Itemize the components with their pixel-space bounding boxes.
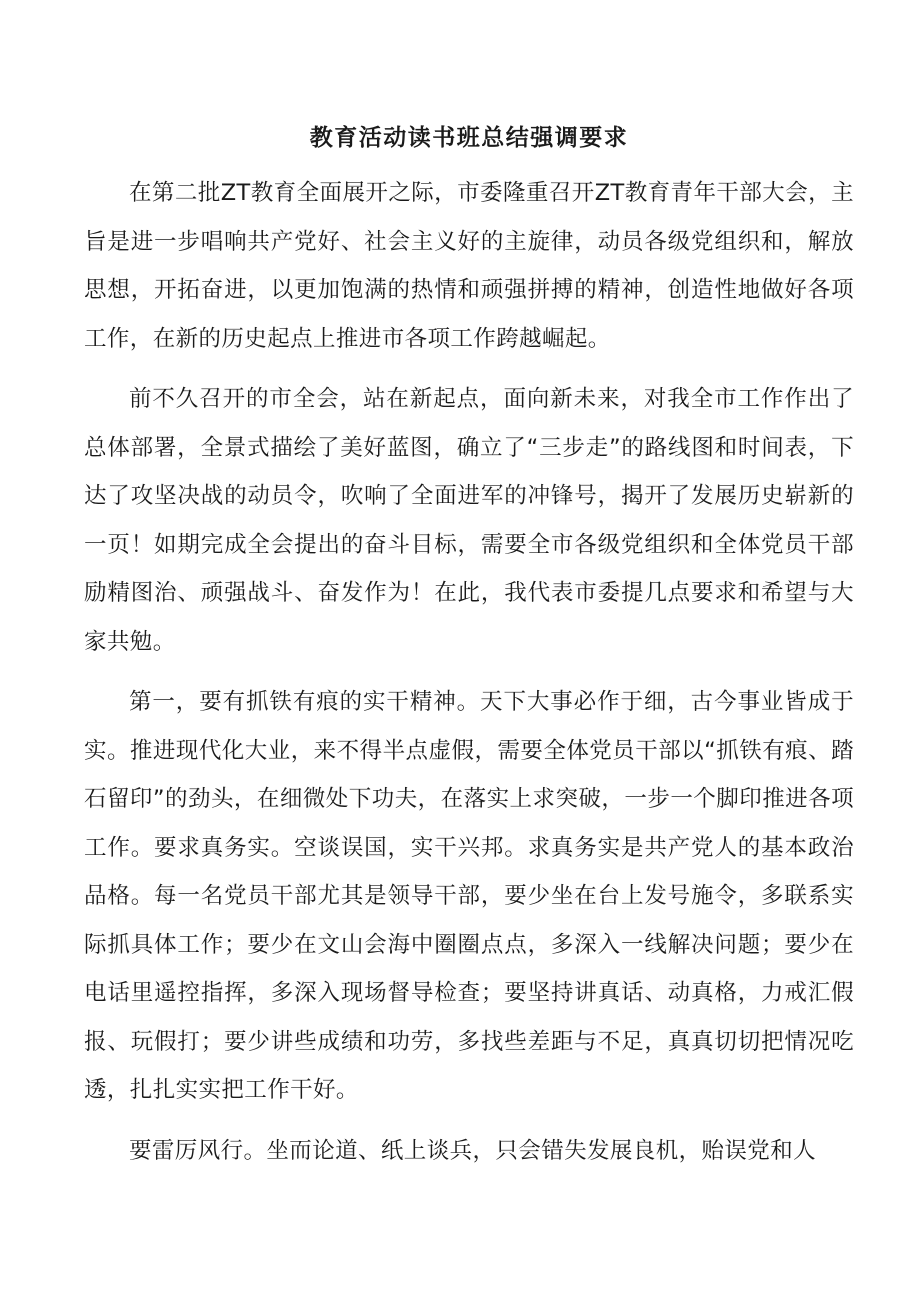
- paragraph-4: 要雷厉风行。坐而论道、纸上谈兵，只会错失发展良机，贻误党和人: [129, 1137, 817, 1164]
- paragraph-3: 第一，要有抓铁有痕的实干精神。天下大事必作于细，古今事业皆成于实。推进现代化大业，来不得半点虚假，需要全体党员干部以“抓铁有痕、踏石留印”的劲头，在细微处下功夫，在落实上求突破，一步一个脚印推进各项工作。要求真务实。空谈误国，实干兴邦。求真务实是共产党人的基本政治品格。每一名党员干部尤其是领导干部，要少坐在台上发号施令，多联系实际抓具体工作；要少在文山会海中圈圈点点，多深入一线解决问题；要少在电话里遥控指挥，多深入现场督导检查；要坚持讲真话、动真格，力戒汇假报、玩假打；要少讲些成绩和功劳，多找些差距与不足，真真切切把情况吃透，扎扎实实把工作干好。: [84, 689, 854, 1103]
- document-title: 教育活动读书班总结强调要求: [309, 124, 629, 151]
- paragraph-2: 前不久召开的市全会，站在新起点，面向新未来，对我全市工作作出了总体部署，全景式描绘了美好蓝图，确立了“三步走”的路线图和时间表，下达了攻坚决战的动员令，吹响了全面进军的冲锋号，揭开了发展历史崭新的一页！如期完成全会提出的奋斗目标，需要全市各级党组织和全体党员干部励精图治、顽强战斗、奋发作为！在此，我代表市委提几点要求和希望与大家共勉。: [84, 386, 854, 655]
- document-body: [84, 169, 854, 1187]
- paragraph-1: 在第二批ZT教育全面展开之际，市委隆重召开ZT教育青年干部大会，主旨是进一步唱响共产党好、社会主义好的主旋律，动员各级党组织和，解放思想，开拓奋进，以更加饱满的热情和顽强拼搏的精神，创造性地做好各项工作，在新的历史起点上推进市各项工作跨越崛起。: [84, 180, 854, 352]
